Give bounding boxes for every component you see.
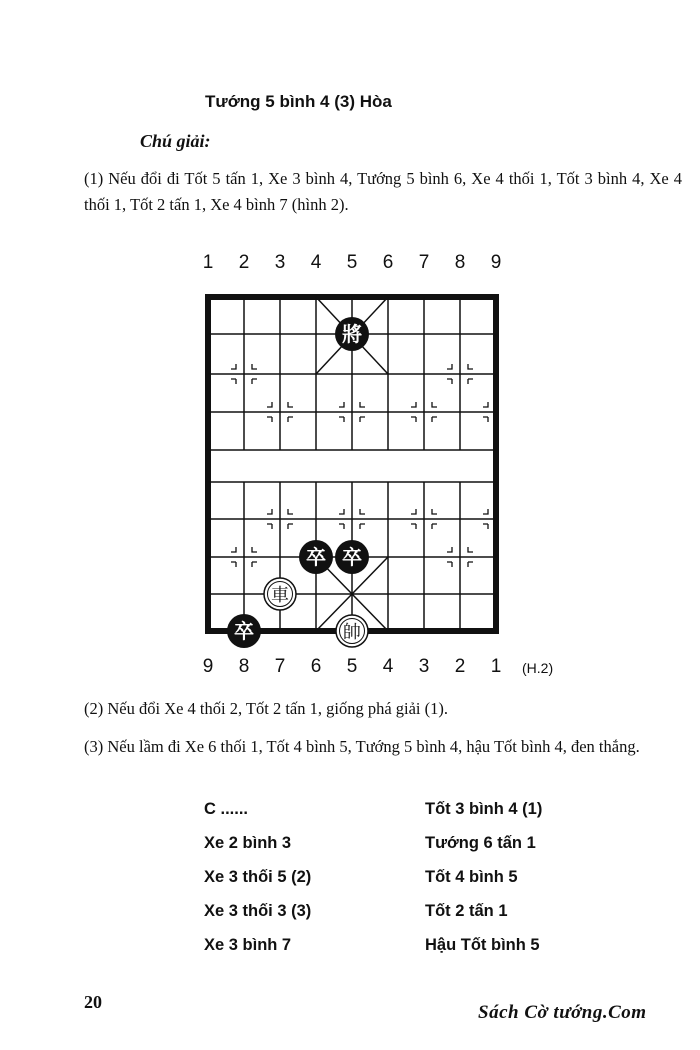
bottom-coord: 3 <box>418 656 430 677</box>
note-3: (3) Nếu lầm đi Xe 6 thối 1, Tốt 4 bình 5, Tướng 5 bình 4, hậu Tốt bình 4, đen thắng. <box>84 737 640 756</box>
move-right: Tốt 4 bình 5 <box>425 868 518 886</box>
move-right: Tốt 3 bình 4 (1) <box>425 800 543 818</box>
black-general <box>335 317 369 351</box>
move-left: Xe 3 bình 7 <box>204 936 292 954</box>
black-soldier-bottom <box>227 614 261 648</box>
top-coord: 5 <box>346 252 358 273</box>
top-coord: 6 <box>382 252 394 273</box>
move-left: C ...... <box>204 800 249 818</box>
bottom-coord: 4 <box>382 656 394 677</box>
note-1: (1) Nếu đổi đi Tốt 5 tấn 1, Xe 3 bình 4, Tướng 5 bình 6, Xe 4 thối 1, Tốt 3 bình 4, Xe 4 thối 1, Tốt 2 tấn 1, Xe 4 bình 7 (hình 2). <box>84 169 682 214</box>
bottom-coord: 9 <box>202 656 214 677</box>
top-coord: 9 <box>490 252 502 273</box>
result-line: Tướng 5 bình 4 (3) Hòa <box>205 92 392 111</box>
top-coord: 8 <box>454 252 466 273</box>
move-left: Xe 3 thối 3 (3) <box>204 902 312 920</box>
black-soldier-right <box>335 540 369 574</box>
board-bottom-coords <box>0 656 700 682</box>
bottom-coord: 2 <box>454 656 466 677</box>
page-number: 20 <box>84 992 102 1012</box>
note-2: (2) Nếu đổi Xe 4 thối 2, Tốt 2 tấn 1, giống phá giải (1). <box>84 699 449 718</box>
bottom-coord: 5 <box>346 656 358 677</box>
logo-text: Sách Cờ tướng.Com <box>478 1002 647 1023</box>
top-coord: 3 <box>274 252 286 273</box>
piece-char: 帥 <box>343 622 361 643</box>
bottom-coord: 1 <box>490 656 502 677</box>
move-right: Hậu Tốt bình 5 <box>425 936 540 954</box>
piece-char: 卒 <box>234 619 254 643</box>
notes-heading: Chú giải: <box>140 131 211 151</box>
move-right: Tướng 6 tấn 1 <box>425 834 536 852</box>
top-coord: 4 <box>310 252 322 273</box>
top-coord: 7 <box>418 252 430 273</box>
move-right: Tốt 2 tấn 1 <box>425 902 508 920</box>
piece-char: 卒 <box>342 545 362 569</box>
top-coord: 2 <box>238 252 250 273</box>
piece-char: 將 <box>342 322 362 346</box>
move-left: Xe 2 bình 3 <box>204 834 292 852</box>
piece-char: 車 <box>271 585 289 606</box>
figure-label: (H.2) <box>522 660 554 676</box>
piece-char: 卒 <box>306 545 326 569</box>
move-list <box>0 800 700 970</box>
bottom-coord: 6 <box>310 656 322 677</box>
black-soldier-left <box>299 540 333 574</box>
red-chariot <box>264 578 296 610</box>
top-coord: 1 <box>202 252 214 273</box>
move-left: Xe 3 thối 5 (2) <box>204 868 312 886</box>
red-general <box>336 615 368 647</box>
bottom-coord: 7 <box>274 656 286 677</box>
bottom-coord: 8 <box>238 656 250 677</box>
site-logo <box>478 1002 647 1024</box>
